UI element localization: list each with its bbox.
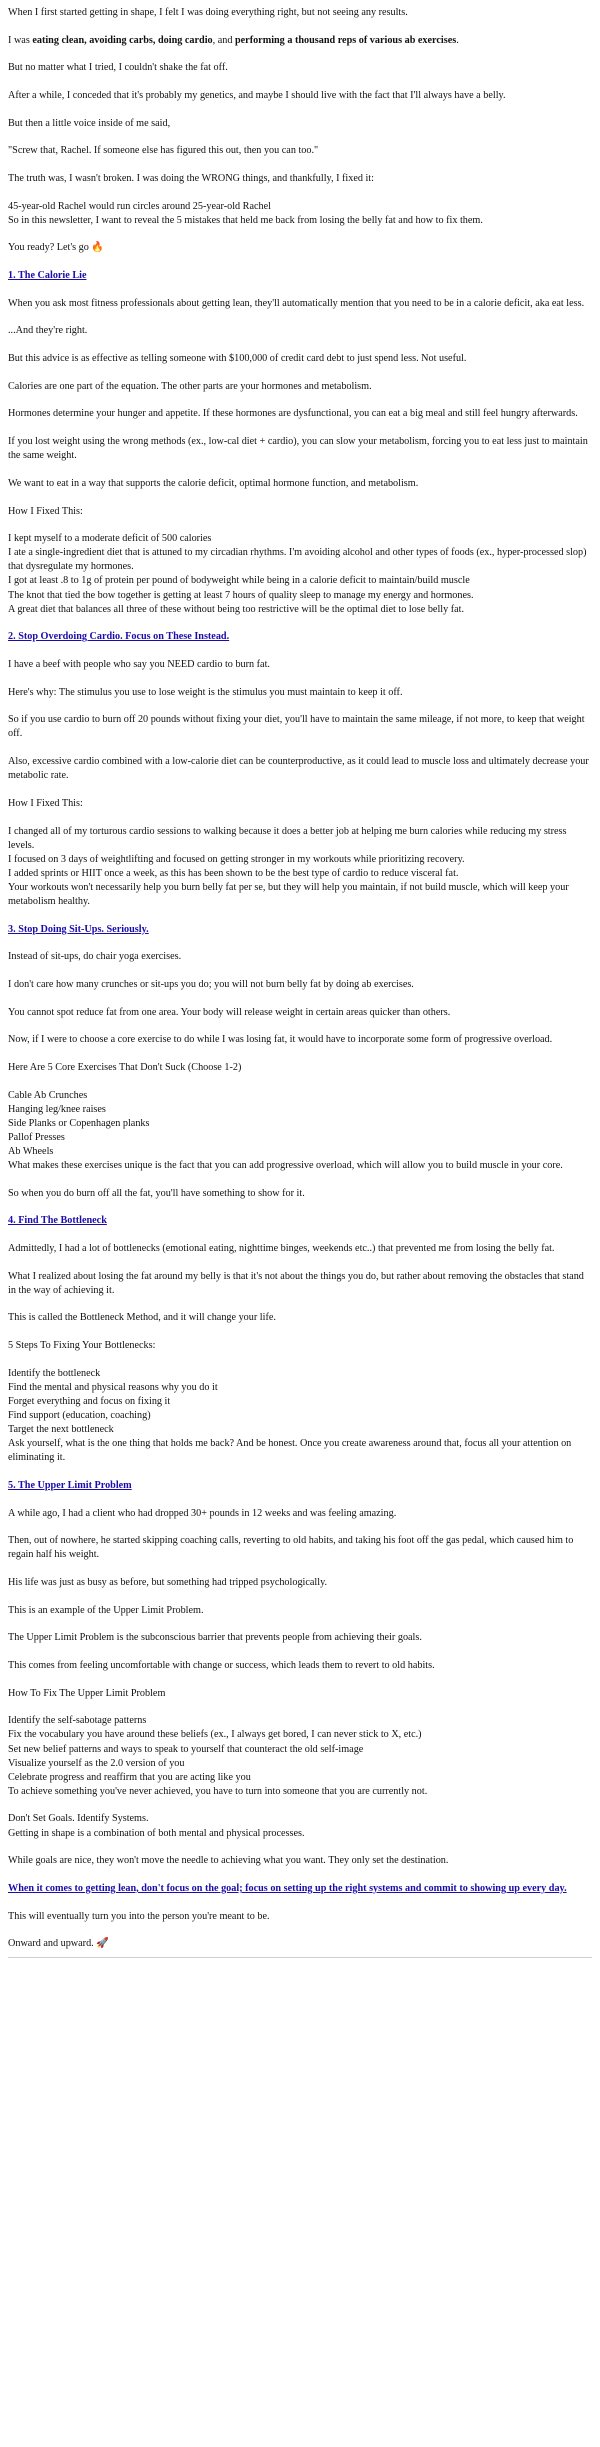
section-5-link[interactable]: 5. The Upper Limit Problem	[8, 1479, 132, 1491]
fix-heading: How I Fixed This:	[8, 797, 83, 809]
intro-paragraph: The truth was, I wasn't broken. I was doing the WRONG things, and thankfully, I fixed it:	[8, 173, 374, 185]
bold-phrase: eating clean, avoiding carbs, doing cardio	[32, 34, 213, 46]
section-2-link[interactable]: 2. Stop Overdoing Cardio. Focus on These Instead.	[8, 631, 230, 643]
section-paragraph: But this advice is as effective as telling someone with $100,000 of credit card debt to just spend less. Not useful.	[8, 353, 467, 365]
section-paragraph: I have a beef with people who say you NEED cardio to burn fat.	[8, 658, 270, 670]
list-item: Target the next bottleneck	[8, 1424, 114, 1436]
fix-heading: How To Fix The Upper Limit Problem	[8, 1687, 166, 1699]
fire-icon: 🔥	[91, 242, 105, 254]
fix-heading: How I Fixed This:	[8, 505, 83, 517]
list-heading: Here Are 5 Core Exercises That Don't Suck (Choose 1-2)	[8, 1061, 242, 1073]
closing-lines	[8, 1812, 592, 1840]
list-item: A great diet that balances all three of these without being too restrictive will be the optimal diet to lose belly fat.	[8, 603, 465, 615]
quote-paragraph: "Screw that, Rachel. If someone else has figured this out, then you can too."	[8, 145, 319, 157]
fix-list	[8, 1714, 592, 1798]
list-item: Celebrate progress and reaffirm that you are acting like you	[8, 1771, 251, 1783]
list-item: Side Planks or Copenhagen planks	[8, 1117, 150, 1129]
section-paragraph: Admittedly, I had a lot of bottlenecks (emotional eating, nighttime binges, weekends etc..) that prevented me from losing the belly fat.	[8, 1243, 555, 1254]
section-4-link[interactable]: 4. Find The Bottleneck	[8, 1215, 107, 1227]
list-item: Fix the vocabulary you have around these beliefs (ex., I always get bored, I can never stick to X, etc.)	[8, 1729, 422, 1741]
section-paragraph: Calories are one part of the equation. The other parts are your hormones and metabolism.	[8, 380, 372, 392]
footer-divider	[8, 1957, 592, 1958]
bold-phrase: performing a thousand reps of various ab exercises	[234, 34, 457, 46]
section-paragraph: You cannot spot reduce fat from one area. Your body will release weight in certain areas quicker than others.	[8, 1006, 451, 1018]
intro-paragraph: When I first started getting in shape, I felt I was doing everything right, but not seeing any results.	[8, 7, 408, 18]
section-paragraph: We want to eat in a way that supports the calorie deficit, optimal hormone function, and metabolism.	[8, 477, 419, 489]
section-paragraph: If you lost weight using the wrong methods (ex., low-cal diet + cardio), you can slow your metabolism, forcing you to eat less just to maintain the same weight.	[8, 436, 588, 462]
section-paragraph: The Upper Limit Problem is the subconscious barrier that prevents people from achieving their goals.	[8, 1632, 422, 1644]
closing-line: Don't Set Goals. Identify Systems.	[8, 1813, 149, 1825]
list-item: Set new belief patterns and ways to speak to yourself that counteract the old self-image	[8, 1743, 364, 1755]
list-item: Cable Ab Crunches	[8, 1089, 88, 1101]
list-item: I changed all of my torturous cardio sessions to walking because it does a better job at helping me burn calories while reducing my stress levels.	[8, 825, 567, 851]
section-paragraph: Also, excessive cardio combined with a low-calorie diet can be counterproductive, as it could lead to muscle loss and ultimately decrease your metabolic rate.	[8, 756, 589, 782]
intro-lines	[8, 200, 592, 228]
section-paragraph: ...And they're right.	[8, 325, 88, 337]
list-item: Find support (education, coaching)	[8, 1410, 151, 1421]
section-paragraph: A while ago, I had a client who had dropped 30+ pounds in 12 weeks and was feeling amazing.	[8, 1507, 397, 1519]
rocket-icon: 🚀	[96, 1938, 109, 1950]
section-paragraph: What I realized about losing the fat around my belly is that it's not about the things you do, but rather about removing the obstacles that stand in the way of achieving it.	[8, 1270, 584, 1296]
list-item: Hanging leg/knee raises	[8, 1103, 106, 1115]
section-title	[8, 1479, 592, 1493]
section-paragraph: Hormones determine your hunger and appetite. If these hormones are dysfunctional, you can eat a big meal and still feel hungry afterwards.	[8, 408, 578, 420]
list-item: The knot that tied the bow together is getting at least 7 hours of quality sleep to manage my energy and hormones.	[8, 589, 474, 601]
closing-line: Getting in shape is a combination of both mental and physical processes.	[8, 1827, 305, 1839]
list-item: Ask yourself, what is the one thing that holds me back? And be honest. Once you create awareness around that, focus all your attention on eliminating it.	[8, 1438, 572, 1464]
fix-list	[8, 825, 592, 909]
section-paragraph: Then, out of nowhere, he started skipping coaching calls, reverting to old habits, and taking his foot off the gas pedal, which caused him to regain half his weight.	[8, 1535, 574, 1561]
section-paragraph: Here's why: The stimulus you use to lose weight is the stimulus you must maintain to keep it off.	[8, 686, 403, 698]
section-title	[8, 923, 592, 937]
section-paragraph: His life was just as busy as before, but something had tripped psychologically.	[8, 1577, 328, 1588]
section-paragraph: So when you do burn off all the fat, you'll have something to show for it.	[8, 1187, 305, 1199]
list-item: I kept myself to a moderate deficit of 500 calories	[8, 533, 212, 545]
steps-list	[8, 1367, 592, 1466]
list-item: Visualize yourself as the 2.0 version of you	[8, 1757, 185, 1769]
section-paragraph: Instead of sit-ups, do chair yoga exercises.	[8, 951, 182, 963]
section-title	[8, 1214, 592, 1228]
intro-line: So in this newsletter, I want to reveal the 5 mistakes that held me back from losing the belly fat and how to fix them.	[8, 214, 483, 226]
outro-paragraph: This will eventually turn you into the person you're meant to be.	[8, 1910, 270, 1922]
steps-heading: 5 Steps To Fixing Your Bottlenecks:	[8, 1340, 156, 1352]
section-3-link[interactable]: 3. Stop Doing Sit-Ups. Seriously.	[8, 923, 149, 935]
intro-paragraph: But then a little voice inside of me said,	[8, 117, 171, 129]
fix-list	[8, 532, 592, 616]
list-item: Identify the self-sabotage patterns	[8, 1715, 147, 1727]
list-item: I ate a single-ingredient diet that is attuned to my circadian rhythms. I'm avoiding alcohol and other types of foods (ex., hyper-processed slop) that dysregulate my hormones.	[8, 547, 587, 573]
list-item: Find the mental and physical reasons why you do it	[8, 1381, 218, 1393]
list-item: Identify the bottleneck	[8, 1367, 101, 1379]
section-paragraph: This is an example of the Upper Limit Problem.	[8, 1604, 204, 1616]
list-item: Your workouts won't necessarily help you burn belly fat per se, but they will help you maintain, if not build muscle, which will keep your metabolism healthy.	[8, 881, 569, 907]
section-paragraph: This comes from feeling uncomfortable with change or success, which leads them to revert to old habits.	[8, 1660, 435, 1672]
outro-paragraph: While goals are nice, they won't move the needle to achieving what you want. They only set the destination.	[8, 1855, 449, 1867]
section-paragraph: I don't care how many crunches or sit-ups you do; you will not burn belly fat by doing ab exercises.	[8, 978, 414, 990]
intro-paragraph: But no matter what I tried, I couldn't shake the fat off.	[8, 62, 228, 74]
section-paragraph: When you ask most fitness professionals about getting lean, they'll automatically mention that you need to be in a calorie deficit, aka eat less.	[8, 297, 585, 309]
signoff: Onward and upward. 🚀	[8, 1938, 109, 1950]
intro-line: 45-year-old Rachel would run circles around 25-year-old Rachel	[8, 200, 271, 212]
list-item: Forget everything and focus on fixing it	[8, 1395, 171, 1407]
list-item: What makes these exercises unique is the fact that you can add progressive overload, which will allow you to build muscle in your core.	[8, 1159, 563, 1171]
section-paragraph: This is called the Bottleneck Method, and it will change your life.	[8, 1312, 276, 1324]
list-item: I added sprints or HIIT once a week, as this has been shown to be the best type of cardio to reduce visceral fat.	[8, 867, 459, 879]
list-item: I got at least .8 to 1g of protein per pound of bodyweight while being in a calorie deficit to maintain/build muscle	[8, 575, 470, 587]
section-paragraph: So if you use cardio to burn off 20 pounds without fixing your diet, you'll have to maintain the same mileage, if not more, to keep that weight off.	[8, 714, 585, 740]
intro-paragraph: I was eating clean, avoiding carbs, doing cardio, and performing a thousand reps of various ab exercises.	[8, 34, 459, 46]
exercise-list	[8, 1089, 592, 1173]
section-title	[8, 269, 592, 283]
list-item: Ab Wheels	[8, 1145, 54, 1157]
cta-link[interactable]: When it comes to getting lean, don't focus on the goal; focus on setting up the right systems and commit to showing up every day.	[8, 1882, 567, 1894]
section-paragraph: Now, if I were to choose a core exercise to do while I was losing fat, it would have to incorporate some form of progressive overload.	[8, 1034, 553, 1046]
cta-paragraph	[8, 1882, 592, 1896]
section-title	[8, 630, 592, 644]
list-item: Pallof Presses	[8, 1131, 65, 1143]
intro-paragraph: After a while, I conceded that it's probably my genetics, and maybe I should live with the fact that I'll always have a belly.	[8, 90, 506, 102]
section-1-link[interactable]: 1. The Calorie Lie	[8, 270, 87, 282]
intro-paragraph: You ready? Let's go 🔥	[8, 242, 105, 254]
list-item: To achieve something you've never achieved, you have to turn into someone that you are currently not.	[8, 1785, 428, 1797]
list-item: I focused on 3 days of weightlifting and focused on getting stronger in my workouts while prioritizing recovery.	[8, 853, 465, 865]
